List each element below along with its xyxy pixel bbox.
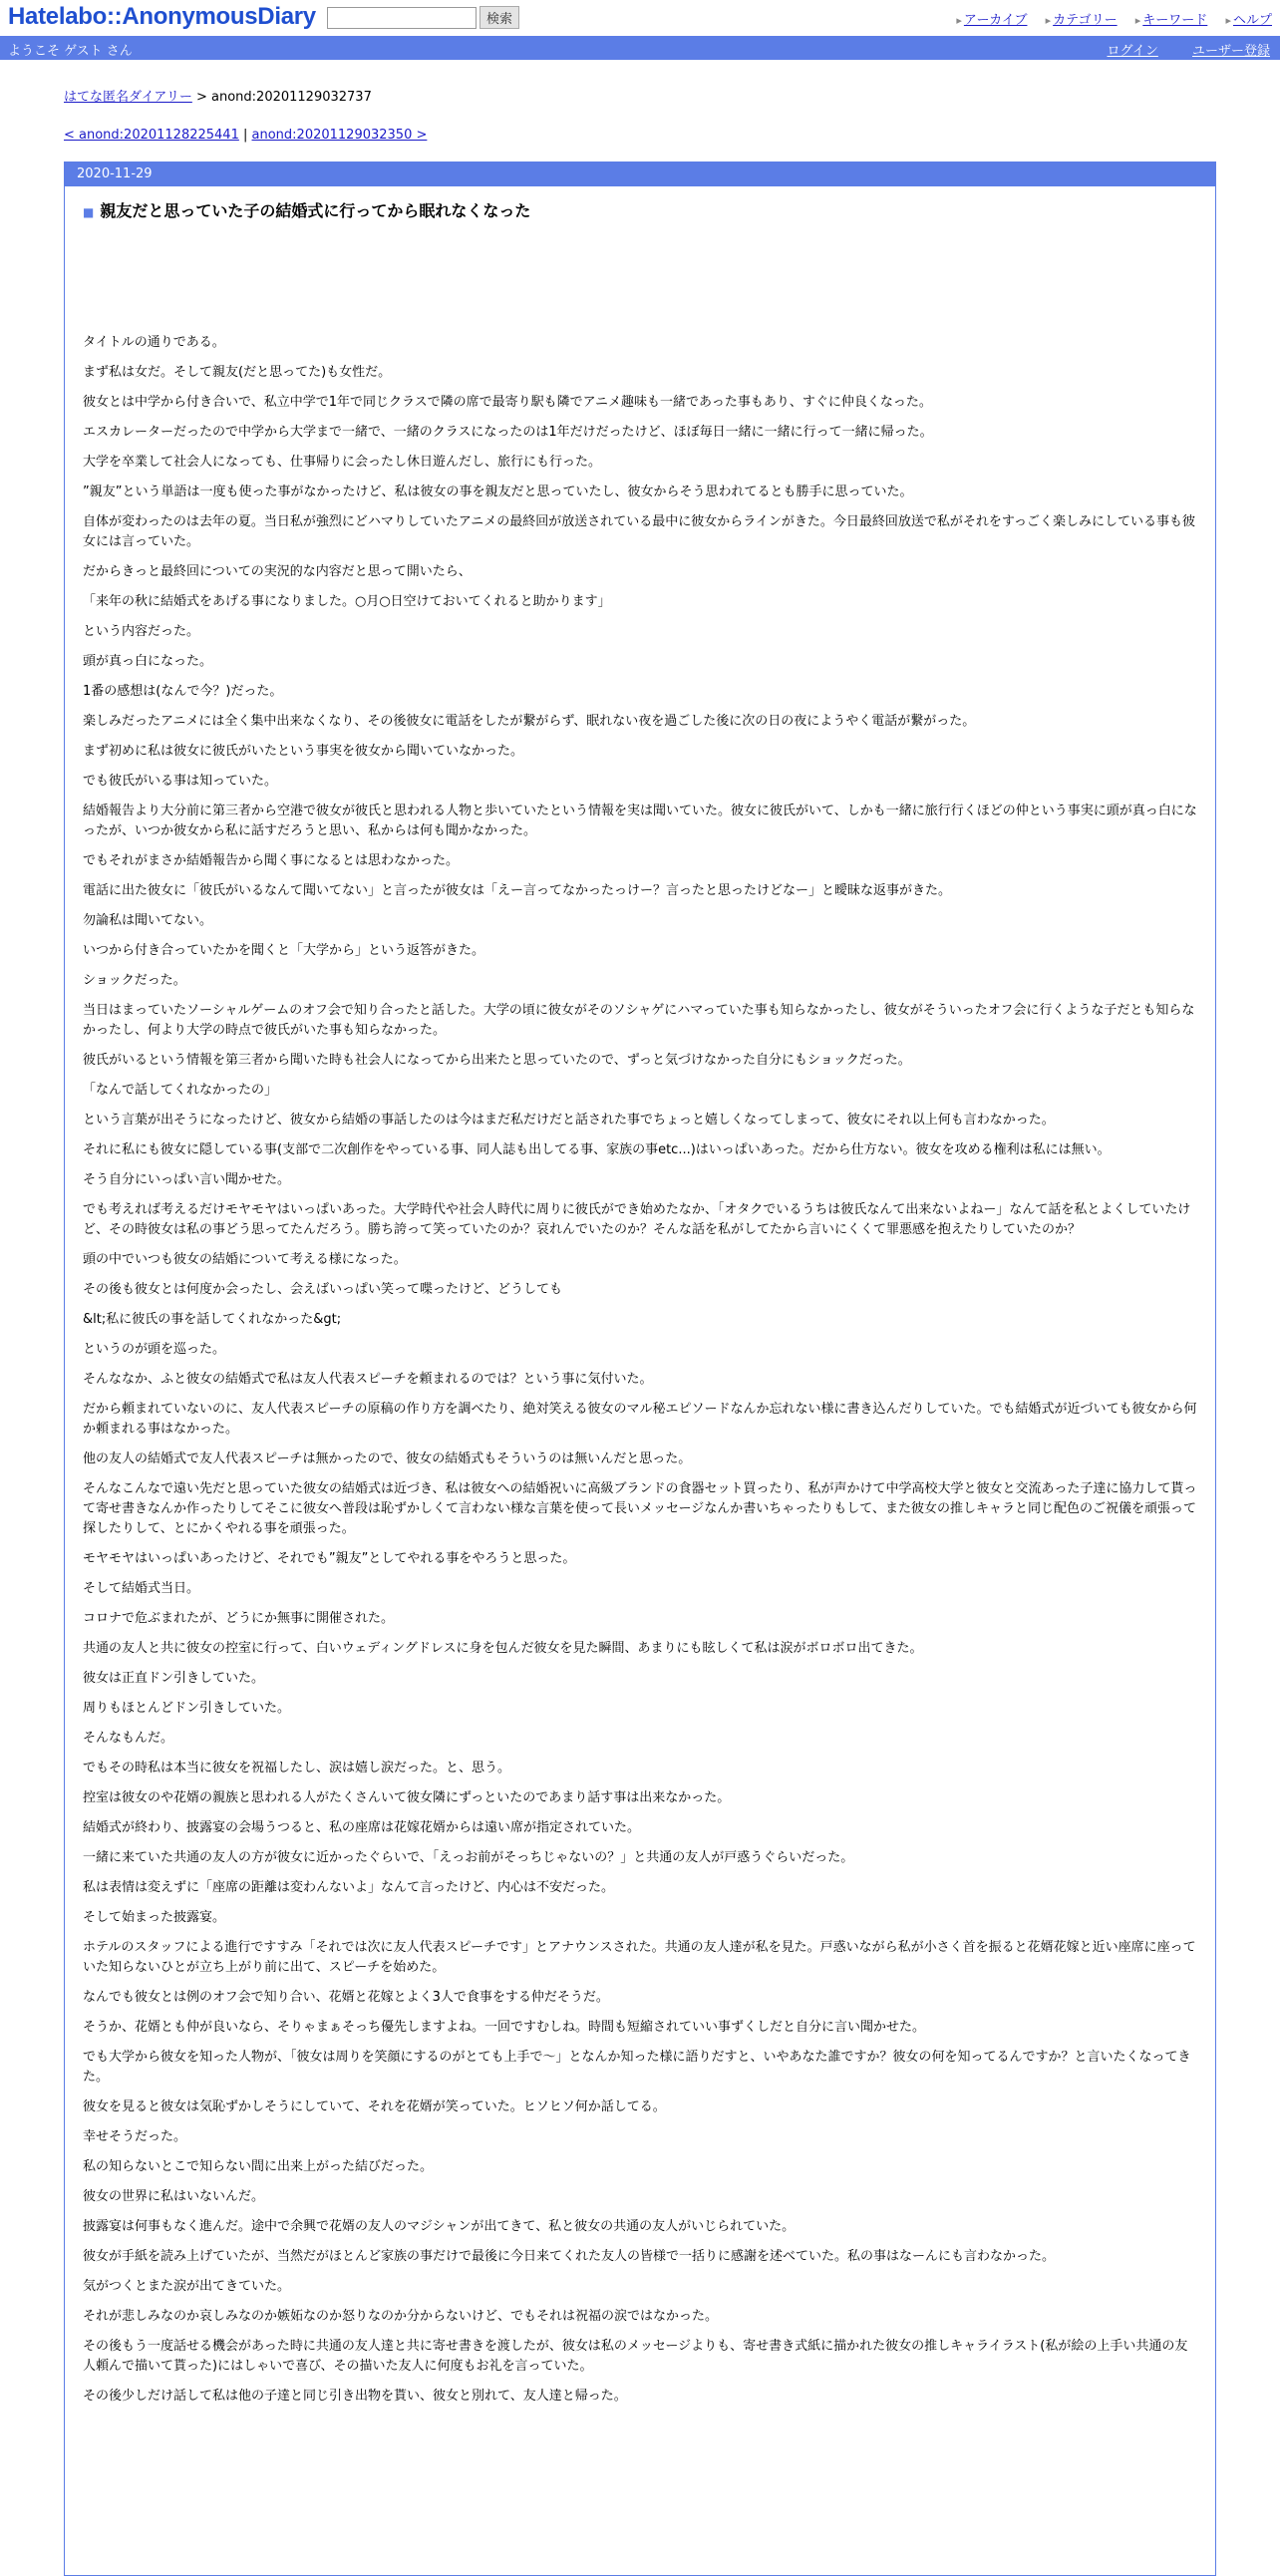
entry-title <box>83 200 1197 223</box>
entry-paragraph: その後もう一度話せる機会があった時に共通の友人達と共に寄せ書きを渡したが、彼女は私のメッセージよりも、寄せ書き式紙に描かれた彼女の推しキャライラスト(私が絵の上手い共通の友人頼んで描いて貰った)にはしゃいで喜び、その描いた友人に何度もお礼を言っていた。 <box>83 2339 1188 2374</box>
entry-paragraph: &lt;私に彼氏の事を話してくれなかった&gt; <box>83 1312 342 1327</box>
user-links <box>1077 40 1270 59</box>
day-header <box>65 162 1215 186</box>
breadcrumb <box>64 86 372 105</box>
entry-paragraph: というのが頭を巡った。 <box>83 1342 226 1357</box>
entry-paragraph: そして結婚式当日。 <box>83 1581 200 1596</box>
entry-paragraph: 彼女は正直ドン引きしていた。 <box>83 1671 265 1686</box>
header <box>0 0 1280 36</box>
entry-pager <box>64 128 427 143</box>
entry-paragraph: 一緒に来ていた共通の友人の方が彼女に近かったぐらいで、「えっお前がそっちじゃないの？」と共通の友人が戸惑うぐらいだった。 <box>83 1850 854 1865</box>
entry-paragraph: ホテルのスタッフによる進行ですすみ「それでは次に友人代表スピーチです」とアナウンスされた。共通の友人達が私を見た。戸惑いながら私が小さく首を振ると花婿花嫁と近い座席に座っていた知らないひとが立ち上がり前に出て、スピーチを始めた。 <box>83 1940 1196 1975</box>
entry-paragraph: そうか、花婿とも仲が良いなら、そりゃまぁそっち優先しますよね。一回ですむしね。時間も短縮されていい事ずくしだと自分に言い聞かせた。 <box>83 2020 926 2035</box>
entry-paragraph: 共通の友人と共に彼女の控室に行って、白いウェディングドレスに身を包んだ彼女を見た瞬間、あまりにも眩しくて私は涙がボロボロ出てきた。 <box>83 1641 923 1656</box>
entry-paragraph: 他の友人の結婚式で友人代表スピーチは無かったので、彼女の結婚式もそういうのは無いんだと思った。 <box>83 1451 692 1466</box>
entry-paragraph: そんなこんなで遠い先だと思っていた彼女の結婚式は近づき、私は彼女への結婚祝いに高級ブランドの食器セット買ったり、私が声かけて中学高校大学と彼女と交流あった子達に協力して貰って寄せ書きなんか作ったりしてそこに彼女へ普段は恥ずかしくて言わない様な言葉を使って長いメッセージなんか書いちゃったりもして、また彼女の推しキャラと同じ配色のご祝儀を頑張って探したりして、とにかくやれる事を頑張った。 <box>83 1481 1197 1536</box>
prev-entry-link[interactable]: < anond:20201128225441 <box>64 128 239 143</box>
entry-paragraph: 1番の感想は(なんで今？)だった。 <box>83 684 283 699</box>
entry-paragraph: その後も彼女とは何度か会ったし、会えばいっぱい笑って喋ったけど、どうしても <box>83 1282 563 1297</box>
entry-body <box>83 333 1197 2407</box>
entry-paragraph: だからきっと最終回についての実況的な内容だと思って開いたら、 <box>83 564 472 579</box>
breadcrumb-current: anond:20201129032737 <box>211 90 372 105</box>
site-logo[interactable]: Hatelabo::AnonymousDiary <box>8 3 316 30</box>
login-link[interactable]: ログイン <box>1107 44 1158 59</box>
entry-paragraph: モヤモヤはいっぱいあったけど、それでも”親友”としてやれる事をやろうと思った。 <box>83 1551 576 1566</box>
entry-paragraph: 大学を卒業して社会人になっても、仕事帰りに会ったし休日遊んだし、旅行にも行った。 <box>83 455 602 470</box>
entry-paragraph: エスカレーターだったので中学から大学まで一緒で、一緒のクラスになったのは1年だけだったけど、ほぼ毎日一緒に一緒に行って一緒に帰った。 <box>83 425 933 440</box>
entry-paragraph: 楽しみだったアニメには全く集中出来なくなり、その後彼女に電話をしたが繋がらず、眠れない夜を過ごした後に次の日の夜にようやく電話が繋がった。 <box>83 714 976 729</box>
entry-paragraph: 当日はまっていたソーシャルゲームのオフ会で知り合ったと話した。大学の頃に彼女がそのソシャゲにハマっていた事も知らなかったし、彼女がそういったオフ会に行くような子だとも知らなかったし、何より大学の時点で彼氏がいた事も知らなかった。 <box>83 1003 1195 1038</box>
welcome-text: ようこそ ゲスト さん <box>8 44 133 59</box>
search-input[interactable] <box>327 7 477 29</box>
breadcrumb-separator: > <box>191 90 212 105</box>
entry-paragraph: そして始まった披露宴。 <box>83 1910 226 1925</box>
next-entry-link[interactable]: anond:20201129032350 > <box>251 128 428 143</box>
entry-paragraph: 周りもほとんどドン引きしていた。 <box>83 1701 291 1716</box>
entry-paragraph: 自体が変わったのは去年の夏。当日私が強烈にどハマりしていたアニメの最終回が放送されている最中に彼女からラインがきた。今日最終回放送で私がそれをすっごく楽しみにしている事も彼女には言っていた。 <box>83 514 1196 549</box>
entry-paragraph: 頭が真っ白になった。 <box>83 654 213 669</box>
entry-paragraph: ショックだった。 <box>83 973 186 988</box>
entry-paragraph: そんなもんだ。 <box>83 1731 174 1746</box>
entry-title-text: 親友だと思っていた子の結婚式に行ってから眠れなくなった <box>100 201 531 220</box>
entry-paragraph: そう自分にいっぱい言い聞かせた。 <box>83 1172 291 1187</box>
entry-paragraph: 勿論私は聞いてない。 <box>83 913 213 928</box>
entry-paragraph: コロナで危ぶまれたが、どうにか無事に開催された。 <box>83 1611 395 1626</box>
user-bar <box>0 36 1280 60</box>
nav-category-link[interactable]: ▸ カテゴリー <box>1046 13 1118 28</box>
entry-paragraph: 控室は彼女のや花婿の親族と思われる人がたくさんいて彼女隣にずっといたのであまり話す事は出来なかった。 <box>83 1790 731 1805</box>
entry-paragraph: その後少しだけ話して私は他の子達と同じ引き出物を貰い、彼女と別れて、友人達と帰った。 <box>83 2389 627 2404</box>
entry-paragraph: 結婚報告より大分前に第三者から空港で彼女が彼氏と思われる人物と歩いていたという情報を実は聞いていた。彼女に彼氏がいて、しかも一緒に旅行行くほどの仲という事実に頭が真っ白になったが、いつか彼女から私に話すだろうと思い、私からは何も聞かなかった。 <box>83 804 1197 838</box>
entry-paragraph: 電話に出た彼女に「彼氏がいるなんて聞いてない」と言ったが彼女は「えー言ってなかったっけー？言ったと思ったけどなー」と曖昧な返事がきた。 <box>83 883 952 898</box>
entry-paragraph: 結婚式が終わり、披露宴の会場うつると、私の座席は花嫁花婿からは遠い席が指定されていた。 <box>83 1820 641 1835</box>
entry-paragraph: 気がつくとまた涙が出てきていた。 <box>83 2279 291 2294</box>
entry-paragraph: 披露宴は何事もなく進んだ。途中で余興で花婿の友人のマジシャンが出てきて、私と彼女の共通の友人がいじられていた。 <box>83 2219 796 2234</box>
entry-paragraph: いつから付き合っていたかを聞くと「大学から」という返答がきた。 <box>83 943 485 958</box>
entry-paragraph: でも考えれば考えるだけモヤモヤはいっぱいあった。大学時代や社会人時代に周りに彼氏ができ始めたなか、「オタクでいるうちは彼氏なんて出来ないよねー」なんて話を私とよくしていたけど、その時彼女は私の事どう思ってたんだろう。勝ち誇って笑っていたのか？哀れんでいたのか？そんな話を私がしてたから言いにくくて罪悪感を抱えたりしていたのか？ <box>83 1202 1191 1237</box>
entry-paragraph: 私の知らないとこで知らない間に出来上がった結びだった。 <box>83 2159 434 2174</box>
entry-paragraph: 彼女を見ると彼女は気恥ずかしそうにしていて、それを花婿が笑っていた。ヒソヒソ何か話してる。 <box>83 2099 666 2114</box>
entry-section <box>65 186 1215 2407</box>
entry-paragraph: でも彼氏がいる事は知っていた。 <box>83 774 278 789</box>
nav-archive-link[interactable]: ▸ アーカイブ <box>956 13 1027 28</box>
entry-paragraph: 頭の中でいつも彼女の結婚について考える様になった。 <box>83 1252 407 1267</box>
nav-keyword-link[interactable]: ▸ キーワード <box>1135 13 1208 28</box>
entry-paragraph: という内容だった。 <box>83 624 200 639</box>
nav-help-link[interactable]: ▸ ヘルプ <box>1225 13 1272 28</box>
register-link[interactable]: ユーザー登録 <box>1191 44 1270 59</box>
day-container <box>64 161 1216 2576</box>
square-bullet-icon[interactable]: ■ <box>83 205 95 219</box>
entry-paragraph: 彼女とは中学から付き合いで、私立中学で1年で同じクラスで隣の席で最寄り駅も隣でアニメ趣味も一緒であった事もあり、すぐに仲良くなった。 <box>83 395 932 410</box>
entry-paragraph: 彼氏がいるという情報を第三者から聞いた時も社会人になってから出来たと思っていたので、ずっと気づけなかった自分にもショックだった。 <box>83 1053 911 1068</box>
entry-paragraph: タイトルの通りである。 <box>83 335 225 350</box>
entry-paragraph: 彼女が手紙を読み上げていたが、当然だがほとんど家族の事だけで最後に今日来てくれた友人の皆様で一括りに感謝を述べていた。私の事はなーんにも言わなかった。 <box>83 2249 1056 2264</box>
entry-paragraph: 私は表情は変えずに「座席の距離は変わんないよ」なんて言ったけど、内心は不安だった。 <box>83 1880 615 1895</box>
entry-paragraph: なんでも彼女とは例のオフ会で知り合い、花婿と花嫁とよく3人で食事をする仲だそうだ。 <box>83 1990 609 2005</box>
entry-paragraph: まず私は女だ。そして親友(だと思ってた)も女性だ。 <box>83 365 392 380</box>
breadcrumb-root-link[interactable]: はてな匿名ダイアリー <box>64 90 192 105</box>
entry-paragraph: 彼女の世界に私はいないんだ。 <box>83 2189 265 2204</box>
entry-paragraph: という言葉が出そうになったけど、彼女から結婚の事話したのは今はまだ私だけだと話された事でちょっと嬉しくなってしまって、彼女にそれ以上何も言わなかった。 <box>83 1113 1055 1127</box>
entry-paragraph: でもそれがまさか結婚報告から聞く事になるとは思わなかった。 <box>83 853 460 868</box>
entry-paragraph: まず初めに私は彼女に彼氏がいたという事実を彼女から聞いていなかった。 <box>83 744 524 759</box>
entry-paragraph: それに私にも彼女に隠している事(支部で二次創作をやっている事、同人誌も出してる事、家族の事etc...)はいっぱいあった。だから仕方ない。彼女を攻める権利は私には無い。 <box>83 1142 1111 1157</box>
entry-paragraph: そんななか、ふと彼女の結婚式で私は友人代表スピーチを頼まれるのでは？という事に気付いた。 <box>83 1372 653 1387</box>
entry-date[interactable]: 2020-11-29 <box>77 166 153 181</box>
entry-paragraph: 「なんで話してくれなかったの」 <box>83 1083 278 1098</box>
entry-paragraph: だから頼まれていないのに、友人代表スピーチの原稿の作り方を調べたり、絶対笑える彼女のマル秘エピソードなんか忘れない様に書き込んだりしていた。でも結婚式が近づいても彼女から何か頼まれる事はなかった。 <box>83 1402 1197 1437</box>
entry-paragraph: でもその時私は本当に彼女を祝福したし、涙は嬉し涙だった。と、思う。 <box>83 1761 511 1775</box>
pager-separator: | <box>238 128 252 143</box>
entry-paragraph: ”親友”という単語は一度も使った事がなかったけど、私は彼女の事を親友だと思っていたし、彼女からそう思われてるとも勝手に思っていた。 <box>83 484 913 499</box>
entry-paragraph: 「来年の秋に結婚式をあげる事になりました。○月○日空けておいてくれると助かります」 <box>83 594 611 609</box>
entry-paragraph: 幸せそうだった。 <box>83 2129 187 2144</box>
top-nav <box>942 9 1272 28</box>
search-button[interactable]: 検索 <box>480 6 519 29</box>
entry-paragraph: それが悲しみなのか哀しみなのか嫉妬なのか怒りなのか分からないけど、でもそれは祝福の涙ではなかった。 <box>83 2309 719 2324</box>
entry-paragraph: でも大学から彼女を知った人物が、「彼女は周りを笑顔にするのがとても上手で〜」となんか知った様に語りだすと、いやあなた誰ですか？彼女の何を知ってるんですか？と言いたくなってきた。 <box>83 2050 1191 2085</box>
